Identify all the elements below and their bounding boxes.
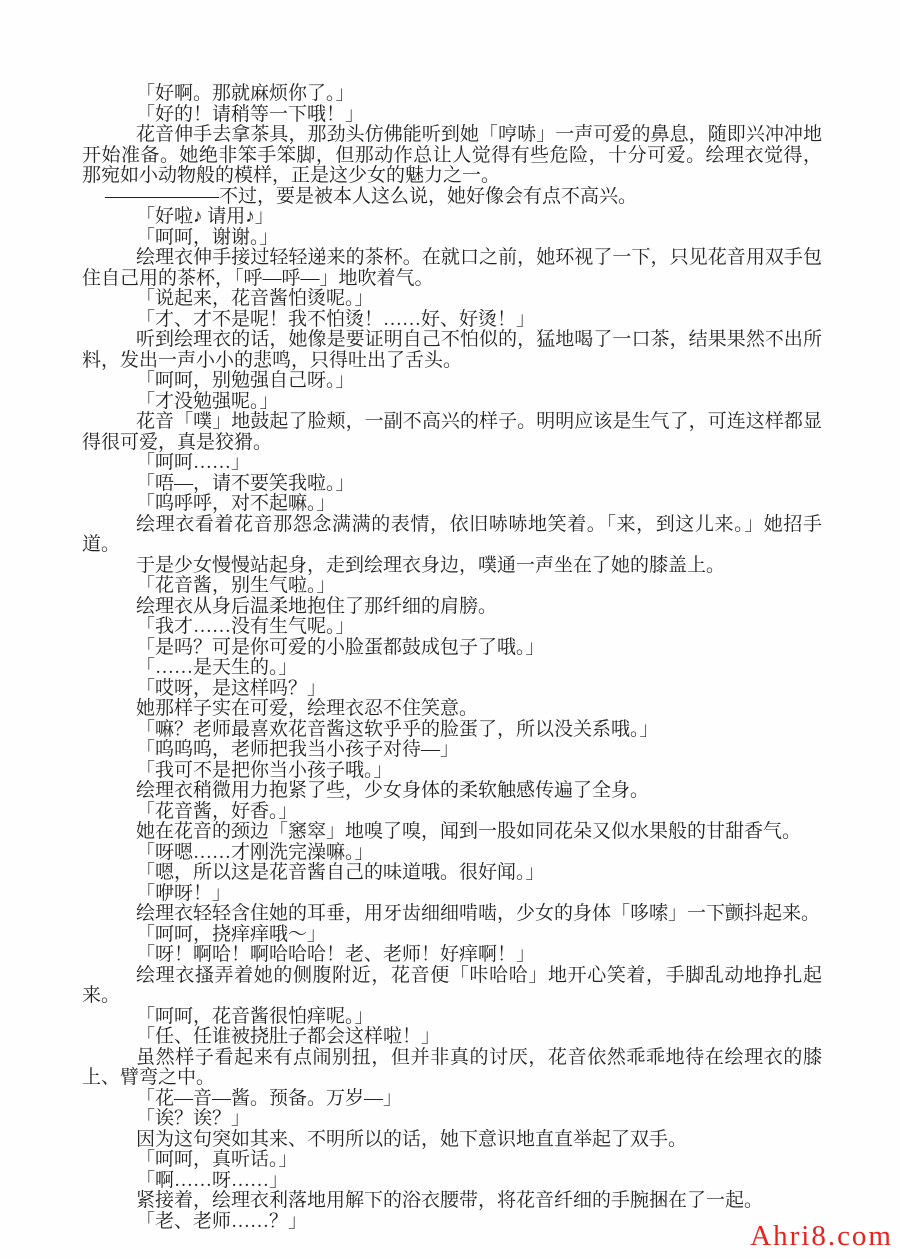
novel-paragraph: 「好的！请稍等一下哦！」 bbox=[136, 103, 365, 125]
novel-paragraph: 「唔—，请不要笑我啦。」 bbox=[136, 472, 355, 494]
novel-paragraph: 「老、老师……？」 bbox=[136, 1210, 308, 1232]
novel-paragraph: 「呵呵，谢谢。」 bbox=[136, 226, 279, 248]
novel-paragraph: 「是吗？可是你可爱的小脸蛋都鼓成包子了哦。」 bbox=[136, 636, 545, 658]
novel-paragraph: 花音「噗」地鼓起了脸颊，一副不高兴的样子。明明应该是生气了，可连这样都显得很可爱，真是狡猾。 bbox=[82, 411, 822, 453]
novel-paragraph: 「呵呵，真听话。」 bbox=[136, 1149, 298, 1170]
novel-paragraph: 「呀嗯……才刚洗完澡嘛。」 bbox=[136, 841, 374, 863]
novel-paragraph: 花音伸手去拿茶具，那劲头仿佛能听到她「哼哧」一声可爱的鼻息，随即兴冲冲地开始准备。她绝非笨手笨脚，但那动作总让人觉得有些危险，十分可爱。绘理衣觉得，那宛如小动物般的模样，正是这少女的魅力之一。 bbox=[82, 124, 822, 186]
novel-paragraph: 「才没勉强呢。」 bbox=[136, 390, 279, 412]
novel-paragraph: 「好啦♪ 请用♪」 bbox=[136, 206, 274, 227]
novel-paragraph: 她那样子实在可爱，绘理衣忍不住笑意。 bbox=[136, 698, 479, 719]
novel-paragraph: 「嘛？老师最喜欢花音酱这软乎乎的脸蛋了，所以没关系哦。」 bbox=[136, 718, 659, 740]
novel-paragraph: 「我才……没有生气呢。」 bbox=[136, 616, 355, 637]
novel-paragraph: 「呵呵，别勉强自己呀。」 bbox=[136, 370, 355, 391]
novel-paragraph: 「哎呀，是这样吗？」 bbox=[136, 677, 327, 699]
novel-paragraph: 「呵呵……」 bbox=[136, 452, 251, 473]
novel-paragraph: 「呵呵，花音酱很怕痒呢。」 bbox=[136, 1005, 374, 1027]
novel-paragraph: 「……是天生的。」 bbox=[136, 657, 298, 678]
novel-paragraph: 「呜呼呼，对不起嘛。」 bbox=[136, 493, 336, 514]
novel-paragraph: 「呵呵，挠痒痒哦～」 bbox=[136, 923, 327, 945]
novel-paragraph: 「说起来，花音酱怕烫呢。」 bbox=[136, 288, 374, 309]
novel-paragraph: 「咿呀！」 bbox=[136, 882, 232, 904]
novel-paragraph: 「好啊。那就麻烦你了。」 bbox=[136, 83, 355, 104]
novel-paragraph: ——————不过，要是被本人这么说，她好像会有点不高兴。 bbox=[105, 185, 638, 207]
novel-paragraph: 因为这句突如其来、不明所以的话，她下意识地直直举起了双手。 bbox=[136, 1128, 688, 1150]
novel-paragraph: 「我可不是把你当小孩子哦。」 bbox=[136, 759, 393, 781]
novel-paragraph: 「花—音—酱。预备。万岁—」 bbox=[136, 1087, 403, 1109]
novel-paragraph: 「嗯，所以这是花音酱自己的味道哦。很好闻。」 bbox=[136, 862, 545, 883]
novel-paragraph: 「任、任谁被挠肚子都会这样啦！」 bbox=[136, 1026, 441, 1047]
novel-paragraph: 紧接着，绘理衣利落地用解下的浴衣腰带，将花音纤细的手腕捆在了一起。 bbox=[136, 1190, 764, 1211]
novel-paragraph: 「呀！啊哈！啊哈哈哈！老、老师！好痒啊！」 bbox=[136, 944, 536, 965]
novel-paragraph: 听到绘理衣的话，她像是要证明自己不怕似的，猛地喝了一口茶，结果果然不出所料，发出一声小小的悲鸣，只得吐出了舌头。 bbox=[82, 329, 822, 371]
novel-paragraph: 「诶？诶？」 bbox=[136, 1108, 251, 1129]
novel-paragraph: 虽然样子看起来有点闹别扭，但并非真的讨厌，花音依然乖乖地待在绘理衣的膝上、臂弯之中。 bbox=[82, 1046, 822, 1088]
novel-paragraph: 绘理衣从身后温柔地抱住了那纤细的肩膀。 bbox=[136, 595, 498, 617]
novel-paragraph: 「呜呜呜，老师把我当小孩子对待—」 bbox=[136, 739, 460, 760]
novel-paragraph: 绘理衣看着花音那怨念满满的表情，依旧哧哧地笑着。「来，到这儿来。」她招手道。 bbox=[82, 513, 822, 555]
page-text bbox=[82, 84, 822, 1232]
novel-paragraph: 绘理衣伸手接过轻轻递来的茶杯。在就口之前，她环视了一下，只见花音用双手包住自己用的茶杯，「呼—呼—」地吹着气。 bbox=[82, 247, 822, 289]
novel-paragraph: 「才、才不是呢！我不怕烫！……好、好烫！」 bbox=[136, 308, 536, 330]
novel-paragraph: 「花音酱，别生气啦。」 bbox=[136, 575, 336, 596]
novel-paragraph: 绘理衣稍微用力抱紧了些，少女身体的柔软触感传遍了全身。 bbox=[136, 780, 650, 801]
novel-paragraph: 于是少女慢慢站起身，走到绘理衣身边，噗通一声坐在了她的膝盖上。 bbox=[136, 554, 726, 576]
novel-paragraph: 「花音酱，好香。」 bbox=[136, 800, 298, 822]
novel-paragraph: 她在花音的颈边「窸窣」地嗅了嗅，闻到一股如同花朵又似水果般的甘甜香气。 bbox=[136, 821, 802, 842]
novel-paragraph: 绘理衣轻轻含住她的耳垂，用牙齿细细啃啮，少女的身体「哆嗦」一下颤抖起来。 bbox=[136, 903, 821, 924]
novel-paragraph: 绘理衣搔弄着她的侧腹附近，花音便「咔哈哈」地开心笑着，手脚乱动地挣扎起来。 bbox=[82, 964, 822, 1006]
watermark: Ahri8.com bbox=[750, 1220, 893, 1252]
novel-paragraph: 「啊……呀……」 bbox=[136, 1169, 289, 1191]
